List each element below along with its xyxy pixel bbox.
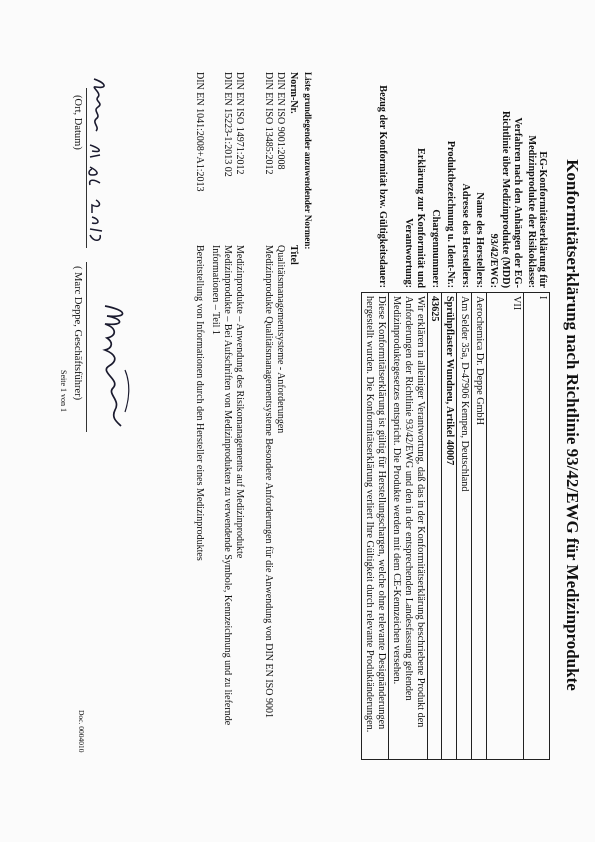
- signatory-label: ( Marc Deppe, Geschäftsführer): [72, 266, 83, 401]
- row-label: Bezug der Konformität bzw. Gültigkeitsdauer:: [376, 85, 388, 288]
- standards-heading: Liste grundlegender anzuwendender Normen:: [303, 72, 313, 250]
- document-reference: Doc. 0004010: [77, 710, 86, 753]
- signature-underline: [86, 262, 87, 432]
- row-value: I: [524, 293, 550, 760]
- standard-norm: DIN EN ISO 13485:2012: [263, 72, 274, 175]
- standard-title: Medizinprodukte – Anwendung des Risikomanagements auf Medizinprodukte: [234, 245, 245, 559]
- document-title: Konformitätserklärung nach Richtlinie 93/42/EWG für Medizinprodukte: [563, 159, 582, 691]
- standard-title: Medizinprodukte Qualitätsmanagementsysteme Besondere Anforderungen für die Anwendung von DIN EN ISO 9001: [263, 245, 274, 718]
- standard-title: Medizinprodukte – Bei Aufschriften von Medizinprodukten zu verwendende Symbole, Kennzeichnung und zu liefernde Informationen – Teil 1: [210, 245, 233, 726]
- row-label: Chargennummer:: [429, 209, 441, 288]
- row-value: Sprühpflaster Wundneu, Artikel 40007: [442, 293, 457, 760]
- table-row: [472, 80, 487, 760]
- row-value: 43625: [427, 293, 442, 760]
- row-value: Diese Konformitätserklärung ist gültig für Herstellungschargen, welche ohne relevante Designänderungen hergestellt wurden. Die Konformitätserklärung verliert Ihre Gültigkeit durch relevante Produktänderungen.: [362, 293, 389, 760]
- page-number: Seite 1 von 1: [59, 370, 68, 412]
- standard-norm: DIN EN ISO 14971:2012: [234, 72, 245, 175]
- standards-col-norm: Norm-Nr.: [288, 72, 299, 114]
- date-label: (Ort, Datum): [72, 95, 83, 150]
- standard-norm: DIN EN 1041:2008+A1:2013: [194, 72, 205, 192]
- handwritten-signature: [95, 300, 135, 430]
- table-row: [389, 80, 427, 760]
- row-label: Produktbezeichnung u. Ident-Nr.:: [444, 140, 456, 288]
- row-value: Aerochemica Dr. Deppe GmbH: [472, 293, 487, 760]
- table-row: [486, 80, 523, 760]
- date-underline: [86, 88, 87, 248]
- row-label: Name des Herstellers:: [474, 192, 486, 288]
- declaration-table: [361, 80, 550, 760]
- row-value: Wir erklären in alleiniger Verantwortung, daß das in der Konformitätserklärung beschriebene Produkt den Anforderungen der Richtlinie 93/42/EWG und den in der entsprechenden Landesfassung geltenden Medizinproduktegesetzes entspricht. Die Produkte werden mit dem CE-Kennzeichen versehen.: [389, 293, 427, 760]
- row-label: Verfahren nach den Anhängen der EG-Richtlinie über Medizinprodukte (MDD) 93/42/EWG:: [488, 110, 523, 288]
- table-row: [524, 80, 550, 760]
- standard-norm: DIN EN ISO 9001:2008: [275, 72, 286, 170]
- row-value: Am Selder 35a, D-47906 Kempen, Deutschland: [457, 293, 472, 760]
- standard-title: Qualitätsmanagementsysteme - Anforderungen: [275, 245, 286, 434]
- table-row: [362, 80, 389, 760]
- standards-col-title: Titel: [288, 245, 299, 265]
- row-label: Erklärung zur Konformität und Verantwortung:: [403, 148, 427, 288]
- table-row: [457, 80, 472, 760]
- row-value: VII: [486, 293, 523, 760]
- table-row: [427, 80, 442, 760]
- row-label: Adresse des Herstellers:: [459, 183, 471, 288]
- table-row: [442, 80, 457, 760]
- row-label: EG-Konformitätserklärung für Medizinprodukte der Risikoklasse:: [525, 135, 549, 288]
- standard-title: Bereitstellung von Informationen durch den Hersteller eines Medizinproduktes: [194, 245, 205, 561]
- standard-norm: DIN EN 15223-1:2013 02: [222, 72, 233, 177]
